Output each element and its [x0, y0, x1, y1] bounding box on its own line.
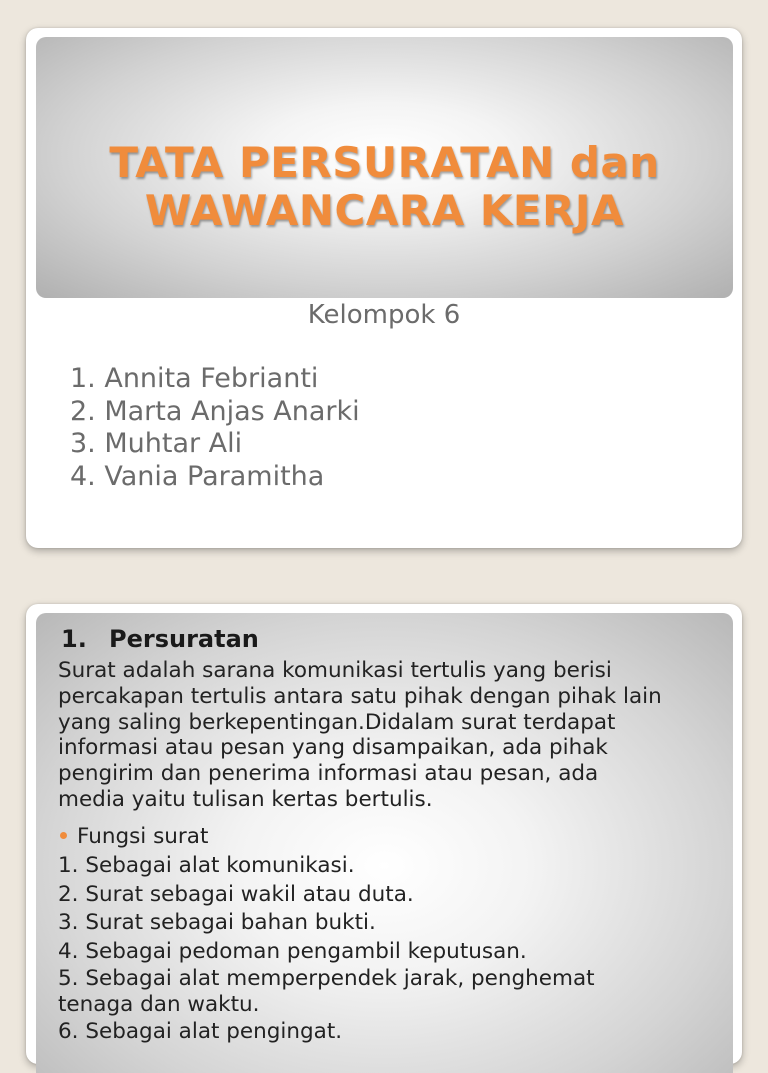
function-list — [58, 852, 595, 1046]
slide-title-line-2: WAWANCARA KERJA — [144, 186, 625, 235]
member-item: 2. Marta Anjas Anarki — [70, 395, 360, 427]
section-heading — [61, 625, 259, 653]
function-item-continued: tenaga dan waktu. — [58, 991, 260, 1017]
paragraph-line: yang saling berkepentingan.Didalam surat terdapat — [58, 709, 616, 735]
paragraph-line: informasi atau pesan yang disampaikan, ada pihak — [58, 735, 608, 761]
title-slide — [26, 28, 742, 548]
function-item: 3. Surat sebagai bahan bukti. — [58, 910, 376, 935]
member-item: 4. Vania Paramitha — [70, 460, 325, 492]
section-number: 1. — [61, 625, 87, 653]
function-item: 1. Sebagai alat komunikasi. — [58, 853, 355, 878]
slide-subtitle: Kelompok 6 — [307, 300, 461, 330]
function-item: 4. Sebagai pedoman pengambil keputusan. — [58, 938, 527, 964]
function-item: 6. Sebagai alat pengingat. — [58, 1018, 343, 1044]
paragraph-line: media yaitu tulisan kertas bertulis. — [58, 786, 433, 812]
function-item: 5. Sebagai alat memperpendek jarak, penghemat — [58, 966, 595, 991]
definition-paragraph — [58, 658, 728, 813]
member-item: 1. Annita Febrianti — [70, 363, 319, 394]
paragraph-line: Surat adalah sarana komunikasi tertulis yang berisi — [58, 658, 612, 683]
bullet-text: Fungsi surat — [77, 824, 209, 849]
function-item: 2. Surat sebagai wakil atau duta. — [58, 881, 414, 907]
slide-title — [36, 139, 733, 235]
slide-title-line-1: TATA PERSURATAN dan — [109, 138, 660, 187]
bullet-item — [60, 824, 208, 849]
content-panel — [36, 613, 733, 1073]
member-list — [70, 363, 360, 493]
content-slide — [26, 604, 742, 1064]
paragraph-line: percakapan tertulis antara satu pihak dengan pihak lain — [58, 683, 662, 709]
member-item: 3. Muhtar Ali — [70, 428, 243, 459]
title-panel — [36, 37, 733, 298]
bullet-dot-icon — [60, 832, 67, 839]
section-title: Persuratan — [109, 625, 259, 653]
paragraph-line: pengirim dan penerima informasi atau pesan, ada — [58, 761, 599, 787]
